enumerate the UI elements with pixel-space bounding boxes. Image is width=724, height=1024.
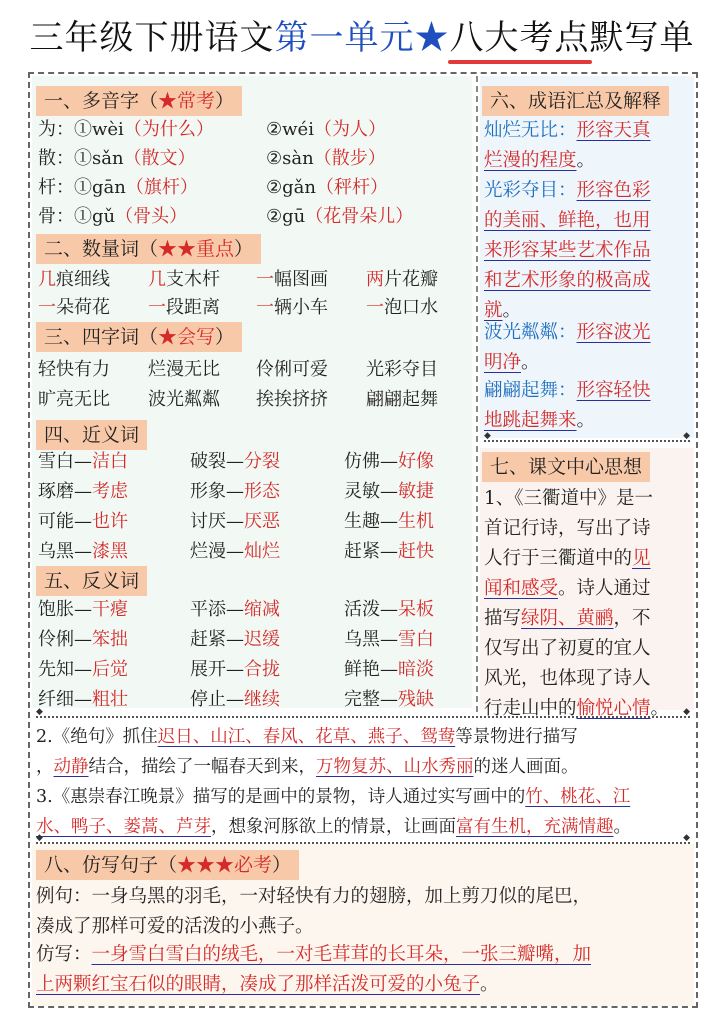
idiom-4 — [484, 376, 690, 436]
synonym-pair-word: 仿佛— — [344, 451, 398, 472]
measure-word-rest: 泡口水 — [384, 297, 438, 318]
antonym-pair — [344, 626, 434, 654]
section-8-close: ） — [272, 854, 292, 876]
four-char-word: 翩翩起舞 — [366, 389, 438, 410]
synonym-pair-word: 灵敏— — [344, 481, 398, 502]
idiom-1-line-1: 形容天真 — [576, 120, 651, 141]
divider-bottom — [36, 842, 690, 844]
polyphone-pinyin-1: ①sǎn — [74, 148, 124, 169]
summary-2-b: 等景物进行描写 — [455, 727, 578, 747]
antonym-pair-answer: 粗壮 — [92, 689, 128, 710]
measure-word-rest: 片花瓣 — [384, 269, 438, 290]
antonym-pair-answer: 后觉 — [92, 659, 128, 680]
polyphone-word-2: （花骨朵儿） — [305, 206, 414, 227]
imitation-sentence — [36, 940, 692, 1000]
synonym-pair-word: 雪白— — [38, 451, 92, 472]
idiom-2 — [484, 176, 690, 326]
synonym-pair — [38, 448, 128, 476]
summary-3-key-1: 竹、桃花、江 — [525, 787, 631, 807]
synonym-pair — [190, 538, 280, 566]
idiom-1-term: 灿烂无比： — [484, 120, 577, 141]
summary-2-d: 结合，描绘了一幅春天到来， — [88, 757, 316, 777]
section-8-tag: ★★★必考 — [177, 854, 273, 876]
antonym-pair — [344, 656, 434, 684]
section-3-header — [36, 322, 242, 352]
measure-word-item — [38, 266, 110, 294]
summary-1-line-2: 首记行诗，写出了诗 — [484, 518, 651, 539]
polyphone-word-2: （秤杆） — [315, 177, 388, 198]
summary-2-e: 的迷人画面。 — [473, 757, 579, 777]
polyphone-row-2 — [266, 203, 413, 231]
idiom-4-term: 翩翩起舞： — [484, 380, 577, 401]
polyphone-word-1: （骨头） — [115, 206, 188, 227]
four-char-word: 旷亮无比 — [38, 389, 110, 410]
polyphone-pinyin-2: ②sàn — [266, 148, 314, 169]
antonym-pair-word: 完整— — [344, 689, 398, 710]
polyphone-row-2 — [266, 174, 388, 202]
idiom-2-line-4: 和艺术形象的极高成 — [484, 270, 651, 291]
synonym-pair — [190, 478, 280, 506]
measure-word-highlight: 一 — [256, 297, 274, 318]
measure-word-rest: 痕细线 — [56, 269, 110, 290]
summary-1 — [484, 484, 694, 724]
divider-middle — [36, 716, 690, 718]
summary-2-c: ， — [36, 757, 54, 777]
measure-word-highlight: 几 — [38, 269, 56, 290]
antonym-pair-answer: 合拢 — [244, 659, 280, 680]
polyphone-row-2 — [266, 116, 386, 144]
synonym-pair-answer: 灿烂 — [244, 541, 280, 562]
synonym-pair-word: 破裂— — [190, 451, 244, 472]
summary-1-line-4: 。诗人通过 — [558, 578, 651, 599]
section-2-header — [36, 234, 261, 264]
synonym-pair-answer: 也许 — [92, 511, 128, 532]
idiom-1-line-2: 烂漫的程度 — [484, 150, 577, 171]
measure-word-highlight: 一 — [148, 297, 166, 318]
synonym-pair-answer: 洁白 — [92, 451, 128, 472]
summary-3-a: 3.《惠崇春江晚景》描写的是画中的景物，诗人通过实写画中的 — [36, 787, 526, 807]
section-2-tag: ★★重点 — [158, 238, 235, 260]
synonym-pair-answer: 考虑 — [92, 481, 128, 502]
example-label: 例句： — [36, 886, 92, 907]
four-char-word: 伶俐可爱 — [256, 359, 328, 380]
section-1-tag: ★常考 — [158, 90, 216, 112]
section-2-close: ） — [234, 238, 254, 260]
idiom-4-end: 。 — [576, 410, 596, 431]
measure-word-rest: 幅图画 — [274, 269, 328, 290]
four-char-word: 挨挨挤挤 — [256, 389, 328, 410]
summary-1-key-2: 绿阴、黄鹂 — [521, 608, 614, 629]
summary-1-line-5a: 描写 — [484, 608, 522, 629]
title-part-1: 三年级下册语文 — [29, 18, 275, 58]
antonym-pair-answer: 残缺 — [398, 689, 434, 710]
summary-1-line-7: 风光，也体现了诗人 — [484, 668, 651, 689]
polyphone-char: 散： — [38, 148, 74, 169]
polyphone-word-1: （为什么） — [123, 119, 214, 140]
polyphone-pinyin-2: ②wéi — [266, 119, 314, 140]
summary-2-key-3: 万物复苏、山水秀丽 — [316, 757, 474, 777]
section-7-header — [482, 452, 650, 482]
idiom-4-line-1: 形容轻快 — [576, 380, 651, 401]
synonym-pair — [190, 508, 280, 536]
synonym-pair-answer: 好像 — [398, 451, 434, 472]
polyphone-row — [38, 145, 196, 173]
summary-1-line-8b: 。 — [650, 698, 670, 719]
measure-word-rest: 支木杆 — [166, 269, 220, 290]
imitation-end: 。 — [480, 974, 499, 995]
page-title — [0, 16, 724, 60]
antonym-pair — [38, 626, 128, 654]
synonym-pair — [344, 508, 434, 536]
antonym-pair — [190, 686, 280, 714]
polyphone-word-1: （旗杆） — [125, 177, 198, 198]
idiom-2-term: 光彩夺目： — [484, 180, 577, 201]
antonym-pair-word: 平添— — [190, 599, 244, 620]
idiom-1 — [484, 116, 690, 176]
divider-right-1 — [484, 440, 690, 442]
antonym-pair-word: 饱胀— — [38, 599, 92, 620]
synonym-pair — [38, 538, 128, 566]
section-5-header — [36, 566, 147, 596]
antonym-pair — [190, 626, 280, 654]
idiom-3-term: 波光粼粼： — [484, 322, 577, 343]
idiom-2-line-5: 就 — [484, 300, 503, 321]
example-line-2: 凑成了那样可爱的活泼的小燕子。 — [36, 916, 314, 937]
summary-3-key-2: 富有生机，充满情趣 — [456, 817, 614, 837]
polyphone-row — [38, 203, 187, 231]
measure-word-item — [366, 294, 438, 322]
antonym-pair-answer: 继续 — [244, 689, 280, 710]
synonym-pair — [344, 478, 434, 506]
measure-word-highlight: 几 — [148, 269, 166, 290]
antonym-pair — [38, 686, 128, 714]
section-8-header — [36, 850, 299, 880]
example-line-1: 一身乌黑的羽毛，一对轻快有力的翅膀，加上剪刀似的尾巴， — [91, 886, 592, 907]
polyphone-char: 骨： — [38, 206, 74, 227]
antonym-pair-word: 乌黑— — [344, 629, 398, 650]
antonym-pair — [38, 656, 128, 684]
polyphone-pinyin-1: ①gǔ — [74, 206, 116, 227]
measure-word-rest: 辆小车 — [274, 297, 328, 318]
synonym-pair-word: 烂漫— — [190, 541, 244, 562]
antonym-pair — [38, 596, 128, 624]
synonym-pair-word: 生趣— — [344, 511, 398, 532]
summary-1-line-8a: 行走山中的 — [484, 698, 577, 719]
section-7-title: 七、课文中心思想 — [490, 456, 643, 478]
synonym-pair-word: 讨厌— — [190, 511, 244, 532]
synonym-pair — [38, 508, 128, 536]
measure-word-rest: 段距离 — [166, 297, 220, 318]
idiom-3-end: 。 — [521, 352, 540, 373]
four-char-word: 轻快有力 — [38, 359, 110, 380]
antonym-pair-answer: 笨拙 — [92, 629, 128, 650]
idiom-2-line-2: 的美丽、鲜艳，也用 — [484, 210, 651, 231]
antonym-pair-word: 纤细— — [38, 689, 92, 710]
summary-1-line-5b: ，不 — [613, 608, 651, 629]
summary-2-key-2: 动静 — [53, 757, 89, 777]
measure-word-item — [256, 266, 328, 294]
synonym-pair — [38, 478, 128, 506]
summary-1-line-6: 仅写出了初夏的宜人 — [484, 638, 651, 659]
antonym-pair-word: 展开— — [190, 659, 244, 680]
four-char-word: 烂漫无比 — [148, 359, 220, 380]
section-8-title: 八、仿写句子（ — [44, 854, 178, 876]
polyphone-pinyin-1: ①gān — [74, 177, 126, 198]
summary-1-key-1b: 闻和感受 — [484, 578, 559, 599]
summary-1-line-3: 人行于三衢道中的 — [484, 548, 633, 569]
synonym-pair-answer: 漆黑 — [92, 541, 128, 562]
antonym-pair-answer: 干瘪 — [92, 599, 128, 620]
polyphone-pinyin-2: ②gǎn — [266, 177, 316, 198]
antonym-pair-answer: 呆板 — [398, 599, 434, 620]
summary-3-b: ，想象河豚欲上的情景，让画面 — [211, 817, 456, 837]
synonym-pair-word: 可能— — [38, 511, 92, 532]
measure-word-highlight: 一 — [256, 269, 274, 290]
summary-1-key-3: 愉悦心情 — [576, 698, 651, 719]
synonym-pair-answer: 分裂 — [244, 451, 280, 472]
polyphone-word-1: （散文） — [123, 148, 196, 169]
section-2-title: 二、数量词（ — [44, 238, 159, 260]
section-6-header — [482, 86, 669, 116]
idiom-2-line-3: 来形容某些艺术作品 — [484, 240, 651, 261]
polyphone-word-2: （散步） — [313, 148, 386, 169]
four-char-word: 光彩夺目 — [366, 359, 438, 380]
antonym-pair-answer: 暗淡 — [398, 659, 434, 680]
section-1-title: 一、多音字（ — [44, 90, 159, 112]
synonym-pair-answer: 厌恶 — [244, 511, 280, 532]
antonym-pair-word: 赶紧— — [190, 629, 244, 650]
idiom-3 — [484, 318, 690, 378]
summary-3-c: 。 — [613, 817, 631, 837]
summary-2-a: 2.《绝句》抓住 — [36, 727, 158, 747]
antonym-pair — [344, 596, 434, 624]
measure-word-item — [148, 266, 220, 294]
summary-1-line-1: 1、《三衢道中》是一 — [484, 488, 654, 509]
title-part-3: 八大考点 — [449, 18, 590, 58]
measure-word-item — [366, 266, 438, 294]
summary-1-key-1: 见 — [632, 548, 651, 569]
imitation-line-2: 上两颗红宝石似的眼睛，凑成了那样活泼可爱的小兔子 — [36, 974, 481, 995]
idiom-2-line-1: 形容色彩 — [576, 180, 651, 201]
idiom-2-end: 。 — [502, 300, 522, 321]
synonym-pair — [344, 448, 434, 476]
polyphone-row — [38, 116, 214, 144]
polyphone-pinyin-1: ①wèi — [74, 119, 124, 140]
antonym-pair-word: 活泼— — [344, 599, 398, 620]
polyphone-row — [38, 174, 198, 202]
section-3-title: 三、四字词（ — [44, 326, 159, 348]
idiom-3-line-2: 明净 — [484, 352, 522, 373]
antonym-pair-answer: 雪白 — [398, 629, 434, 650]
measure-word-item — [256, 294, 328, 322]
synonym-pair-word: 形象— — [190, 481, 244, 502]
measure-word-item — [148, 294, 220, 322]
measure-word-highlight: 一 — [38, 297, 56, 318]
synonym-pair-word: 乌黑— — [38, 541, 92, 562]
imitation-label: 仿写： — [36, 944, 92, 965]
section-3-close: ） — [215, 326, 235, 348]
antonym-pair-answer: 缩减 — [244, 599, 280, 620]
example-sentence — [36, 882, 692, 942]
antonym-pair — [344, 686, 434, 714]
polyphone-char: 为： — [38, 119, 74, 140]
title-part-2: 第一单元★ — [274, 18, 450, 58]
antonym-pair-word: 伶俐— — [38, 629, 92, 650]
summary-3-key-1b: 水、鸭子、蒌蒿、芦芽 — [36, 817, 211, 837]
section-6-title: 六、成语汇总及解释 — [490, 90, 662, 112]
idiom-4-line-2: 地跳起舞来 — [484, 410, 577, 431]
section-4-title: 四、近义词 — [44, 424, 140, 446]
antonym-pair — [190, 596, 280, 624]
synonym-pair-word: 琢磨— — [38, 481, 92, 502]
synonym-pair-word: 赶紧— — [344, 541, 398, 562]
polyphone-word-2: （为人） — [313, 119, 386, 140]
synonym-pair — [344, 538, 434, 566]
measure-word-rest: 朵荷花 — [56, 297, 110, 318]
section-1-close: ） — [215, 90, 235, 112]
four-char-word: 波光粼粼 — [148, 389, 220, 410]
antonym-pair-word: 鲜艳— — [344, 659, 398, 680]
synonym-pair — [190, 448, 280, 476]
polyphone-char: 杆： — [38, 177, 74, 198]
synonym-pair-answer: 生机 — [398, 511, 434, 532]
summary-2 — [36, 722, 692, 782]
antonym-pair-word: 先知— — [38, 659, 92, 680]
section-1-header — [36, 86, 242, 116]
polyphone-row-2 — [266, 145, 386, 173]
measure-word-highlight: 两 — [366, 269, 384, 290]
synonym-pair-answer: 形态 — [244, 481, 280, 502]
summary-2-key-1: 迟日、山江、春风、花草、燕子、鸳鸯 — [157, 727, 456, 747]
antonym-pair-answer: 迟缓 — [244, 629, 280, 650]
antonym-pair-word: 停止— — [190, 689, 244, 710]
antonym-pair — [190, 656, 280, 684]
column-divider — [476, 76, 478, 712]
imitation-line-1: 一身雪白雪白的绒毛，一对毛茸茸的长耳朵，一张三瓣嘴，加 — [91, 944, 592, 965]
idiom-3-line-1: 形容波光 — [576, 322, 651, 343]
title-part-4: 默写单 — [589, 18, 695, 58]
section-4-header — [36, 420, 147, 450]
synonym-pair-answer: 敏捷 — [398, 481, 434, 502]
section-5-title: 五、反义词 — [44, 570, 140, 592]
polyphone-pinyin-2: ②gū — [266, 206, 306, 227]
idiom-1-end: 。 — [576, 150, 596, 171]
measure-word-highlight: 一 — [366, 297, 384, 318]
measure-word-item — [38, 294, 110, 322]
synonym-pair-answer: 赶快 — [398, 541, 434, 562]
section-3-tag: ★会写 — [158, 326, 216, 348]
summary-3 — [36, 782, 692, 842]
